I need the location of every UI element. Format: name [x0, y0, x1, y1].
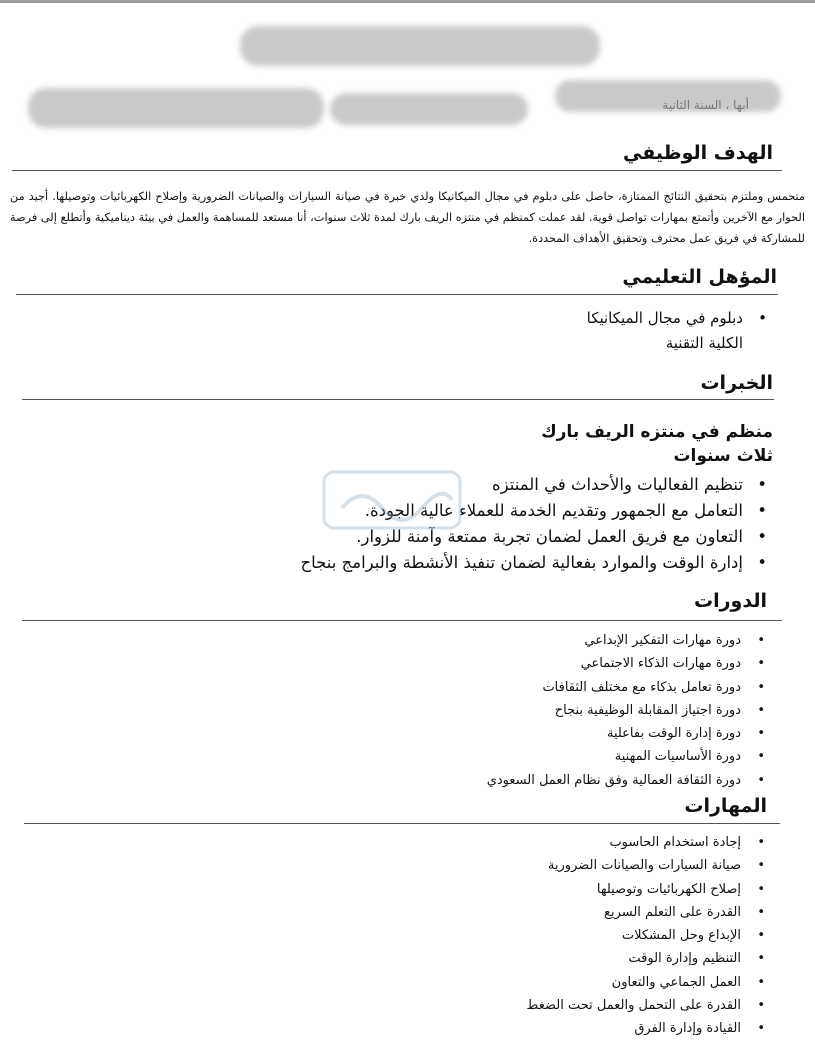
bullet-icon: •	[757, 679, 765, 695]
skills-rule	[24, 823, 780, 824]
list-item-text: الإبداع وحل المشكلات	[621, 928, 741, 944]
list-item	[526, 994, 765, 1017]
objective-text: متحمس وملتزم بتحقيق النتائج الممتازة، حاصل على دبلوم في مجال الميكانيكا ولدي خبرة في صيانة السيارات والصيانات الضرورية وإصلاح الكهربائيات وتوصيلها. أجيد من الحوار مع الآخرين وأتمتع بمهارات تواصل قوية. لقد عملت كمنظم في منتزه الريف بارك لمدة ثلاث سنوات، أنا مستعد للمساهمة والعمل في بيئة ديناميكية وأتطلع إلى فرصة للمشاركة في فريق عمل محترف وتحقيق الأهداف المحددة.	[10, 190, 805, 245]
bullet-icon: •	[757, 998, 765, 1014]
list-item-text: العمل الجماعي والتعاون	[611, 974, 741, 990]
list-item-text: إصلاح الكهربائيات وتوصيلها	[596, 881, 741, 897]
list-item	[300, 550, 767, 576]
list-item-text: التعامل مع الجمهور وتقديم الخدمة للعملاء عالية الجودة.	[364, 501, 743, 520]
bullet-icon: •	[757, 475, 767, 494]
list-item-text: التنظيم وإدارة الوقت	[628, 951, 741, 967]
list-item	[526, 971, 765, 994]
bullet-icon: •	[757, 726, 765, 742]
bullet-icon: •	[757, 974, 765, 990]
bullet-icon: •	[757, 633, 765, 648]
bullet-icon: •	[757, 656, 765, 672]
bullet-icon: •	[757, 527, 767, 546]
list-item-text: القيادة وإدارة الفرق	[634, 1021, 741, 1037]
education-heading: المؤهل التعليمي	[622, 266, 777, 288]
list-item	[526, 924, 765, 947]
list-item	[526, 901, 765, 924]
bullet-icon: •	[757, 702, 765, 718]
list-item	[586, 306, 767, 331]
list-item	[487, 745, 765, 768]
list-item-text: القدرة على التحمل والعمل تحت الضغط	[526, 998, 741, 1014]
list-item-text: التعاون مع فريق العمل لضمان تجربة ممتعة وآمنة للزوار.	[356, 527, 743, 546]
redacted-contact-1	[28, 88, 324, 128]
list-item-text: دورة اجتياز المقابلة الوظيفية بنجاح	[554, 702, 741, 718]
list-item	[526, 947, 765, 970]
list-item-text: دورة مهارات الذكاء الاجتماعي	[580, 656, 741, 672]
bullet-icon: •	[757, 1021, 765, 1037]
watermark-logo	[322, 470, 462, 530]
top-border	[0, 0, 815, 3]
bullet-icon: •	[757, 881, 765, 897]
list-item-text: تنظيم الفعاليات والأحداث في المنتزه	[492, 475, 743, 494]
list-item	[526, 831, 765, 854]
experience-rule	[22, 399, 774, 400]
bullet-icon: •	[757, 835, 765, 850]
list-item-text: إدارة الوقت والموارد بفعالية لضمان تنفيذ الأنشطة والبرامج بنجاح	[300, 553, 743, 572]
education-degree: دبلوم في مجال الميكانيكا	[586, 309, 743, 327]
bullet-icon: •	[757, 904, 765, 920]
list-item-text: دورة الثقافة العمالية وفق نظام العمل السعودي	[486, 772, 741, 788]
partial-city-text: أبها ، السنة الثانية	[662, 98, 749, 112]
list-item	[526, 878, 765, 901]
bullet-icon: •	[757, 749, 765, 765]
list-item-text: دورة إدارة الوقت بفاعلية	[606, 726, 741, 742]
redacted-name	[240, 26, 600, 66]
bullet-icon: •	[757, 772, 765, 788]
bullet-icon: •	[757, 858, 765, 874]
list-item-text: صيانة السيارات والصيانات الضرورية	[547, 858, 741, 874]
redacted-contact-2	[330, 93, 528, 125]
list-item	[486, 769, 765, 792]
courses-heading: الدورات	[694, 590, 767, 612]
experience-role: منظم في منتزه الريف بارك	[541, 422, 773, 442]
list-item-text: القدرة على التعلم السريع	[604, 904, 741, 920]
education-institution: الكلية التقنية	[665, 334, 743, 352]
education-rule	[16, 294, 778, 295]
skills-heading: المهارات	[684, 795, 767, 817]
courses-rule	[22, 620, 782, 621]
skills-list	[526, 831, 765, 1041]
list-item	[487, 699, 765, 722]
list-item	[487, 676, 765, 699]
bullet-icon: •	[757, 951, 765, 967]
experience-duration: ثلاث سنوات	[673, 446, 773, 466]
bullet-icon: •	[757, 928, 765, 944]
list-item-text: إجادة استخدام الحاسوب	[609, 835, 741, 850]
bullet-icon: •	[758, 309, 767, 327]
objective-heading: الهدف الوظيفي	[623, 142, 773, 164]
list-item	[487, 629, 765, 652]
list-item	[487, 722, 765, 745]
experience-heading: الخبرات	[700, 372, 773, 394]
list-item	[587, 331, 743, 356]
courses-list	[486, 629, 765, 792]
bullet-icon: •	[757, 553, 767, 572]
education-list	[586, 306, 767, 356]
list-item	[526, 1017, 765, 1040]
list-item-text: دورة الأساسيات المهنية	[614, 749, 741, 765]
list-item-text: دورة تعامل بذكاء مع مختلف الثقافات	[542, 679, 741, 695]
list-item-text: دورة مهارات التفكير الإبداعي	[584, 633, 741, 648]
list-item	[487, 652, 765, 675]
objective-rule	[12, 170, 782, 171]
list-item	[526, 854, 765, 877]
bullet-icon: •	[757, 501, 767, 520]
